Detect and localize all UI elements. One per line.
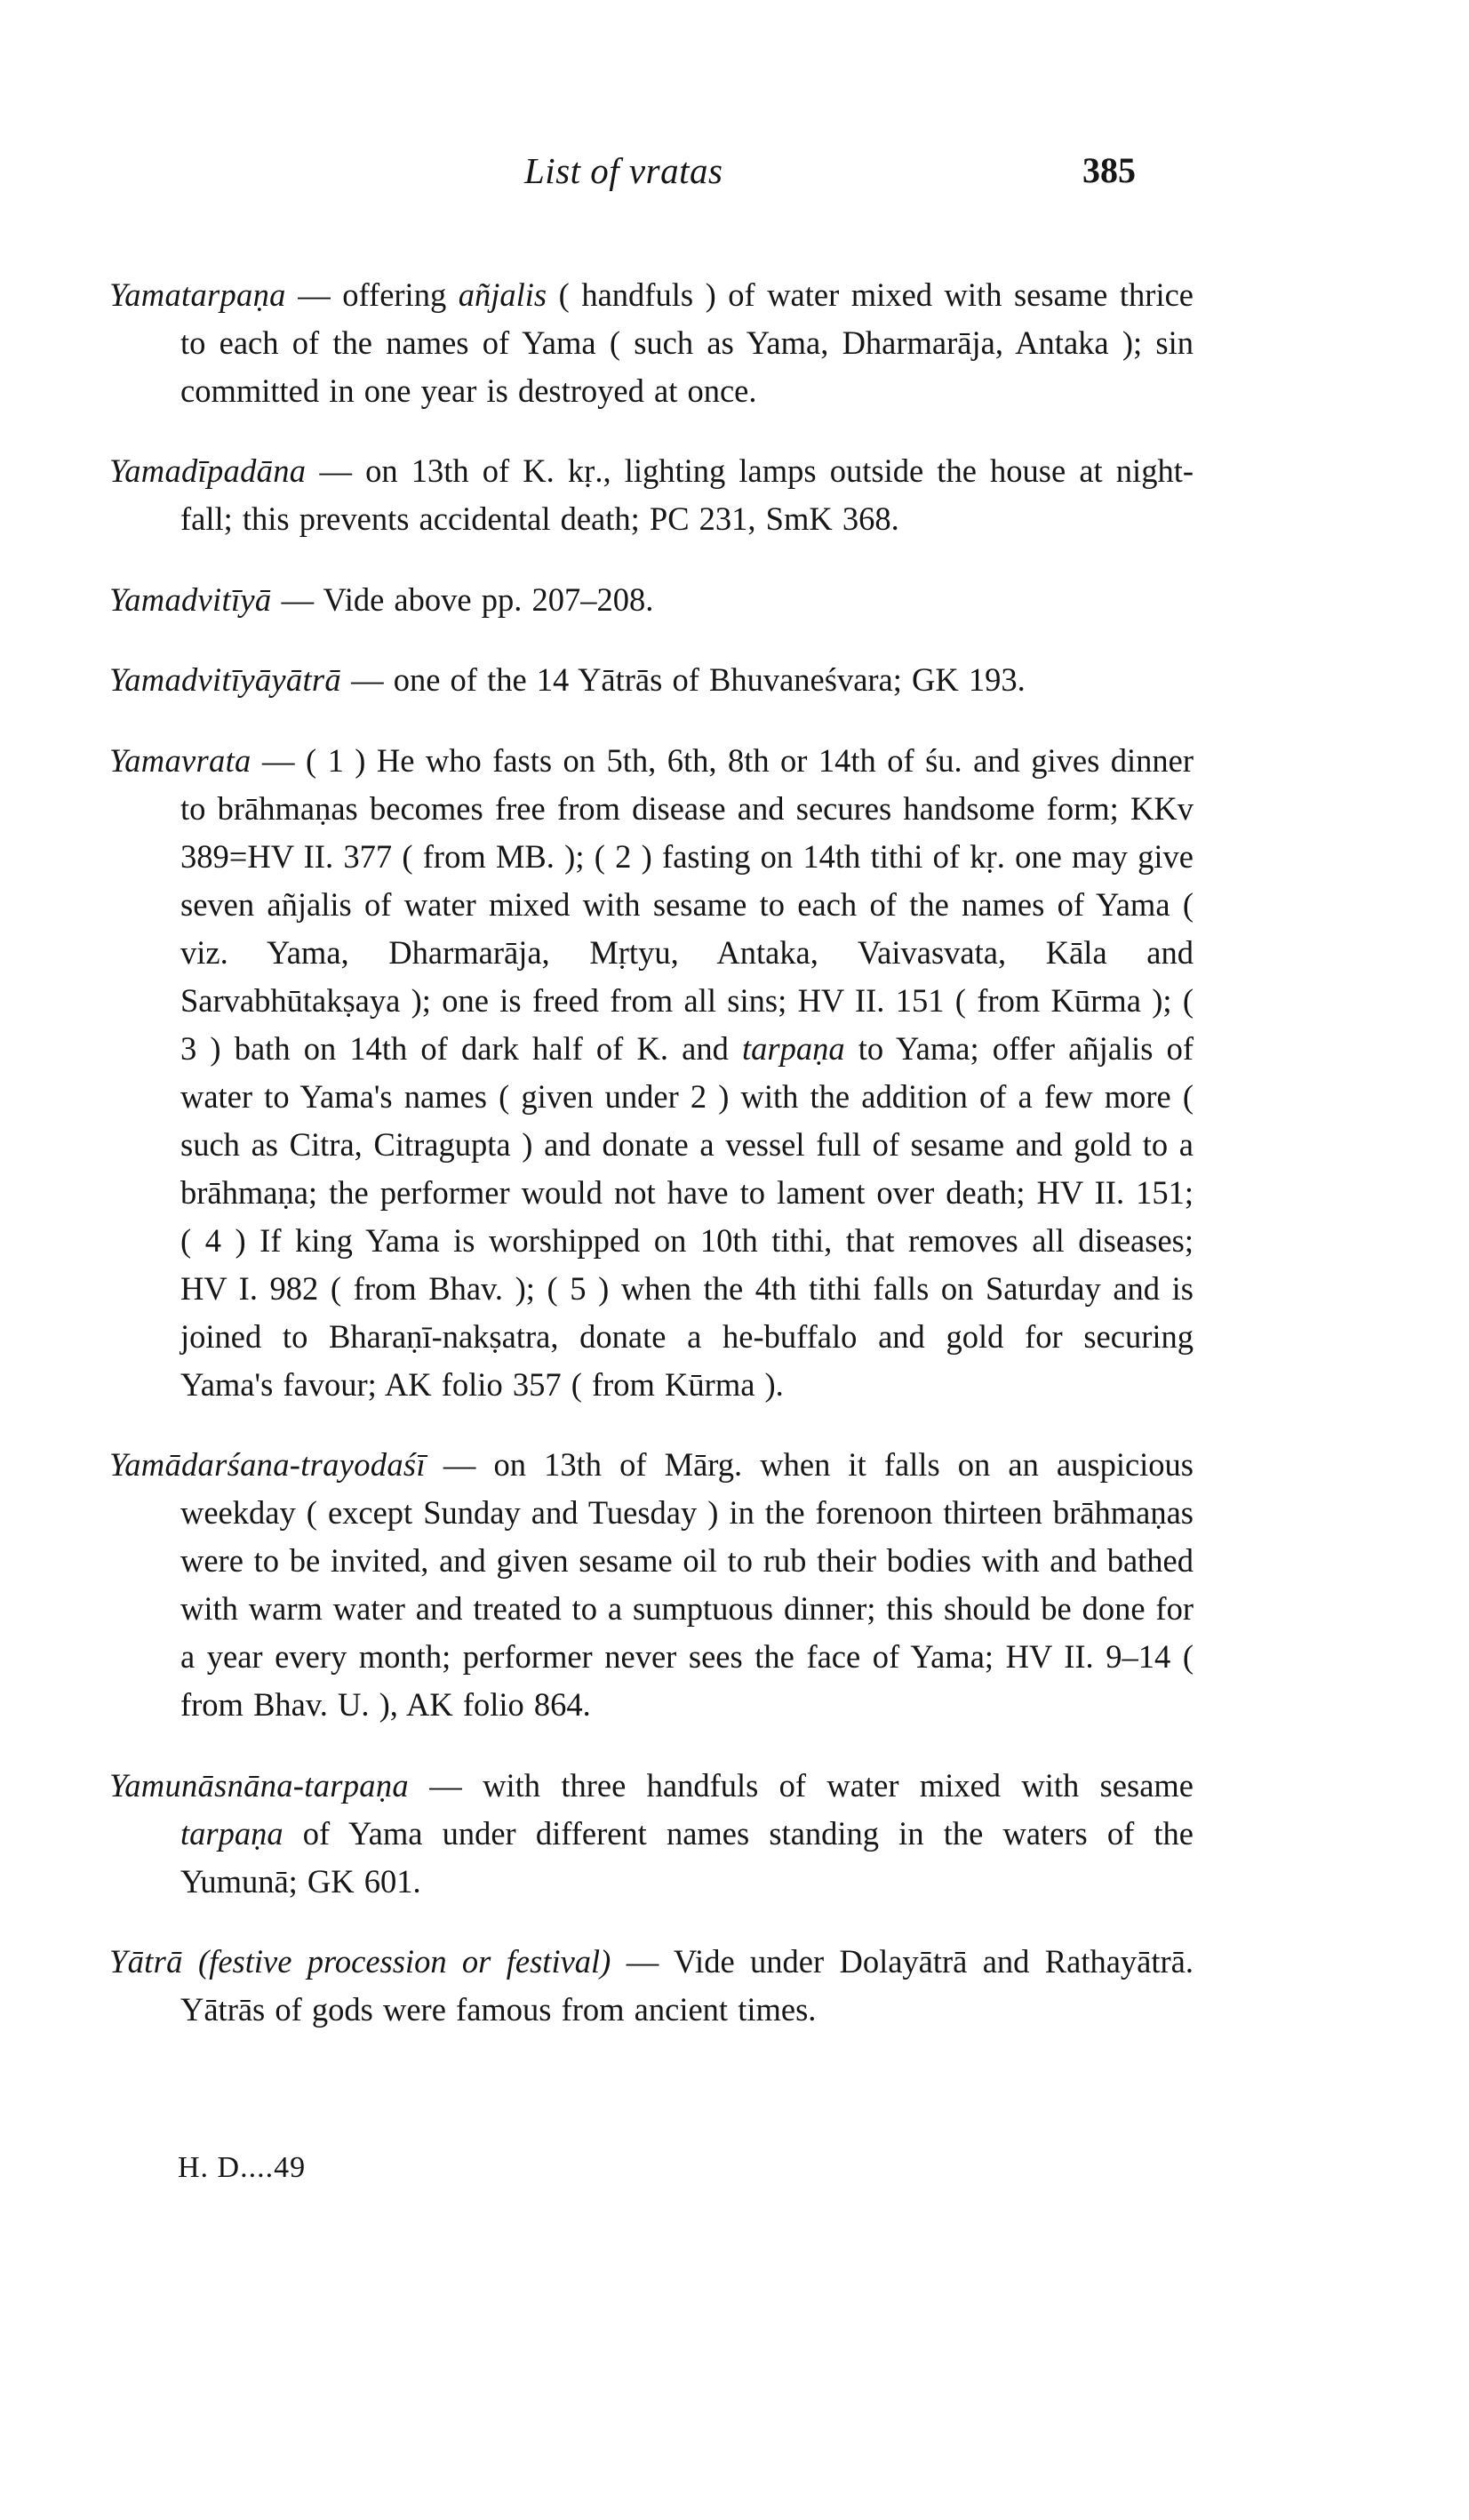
entry-headword: Yātrā — [109, 1943, 183, 1980]
entry-text: — Vide under Dolayātrā and Rathayātrā. Yātrās of gods were famous from ancient times. — [180, 1943, 1194, 2028]
entry-headword: Yamadvitīyāyātrā — [109, 661, 341, 698]
glossary-entry — [109, 447, 1194, 543]
running-title: List of vratas — [524, 150, 723, 191]
entry-dash: — — [271, 580, 323, 618]
entry-italic-term: añjalis — [458, 276, 547, 313]
glossary-entry — [109, 656, 1194, 704]
entry-text: offering — [342, 276, 459, 313]
entry-dash: — — [285, 276, 343, 313]
entry-text: on 13th of Mārg. when it falls on an auspicious weekday ( except Sunday and Tuesday ) in the forenoon thirteen brāhmaṇas were to be invited, and given sesame oil to rub their bodies with and bathed with warm water and treated to a sumptuous dinner; this should be done for a year every month; performer never sees the face of Yama; HV II. 9–14 ( from Bhav. U. ), AK folio 864. — [180, 1446, 1194, 1723]
glossary-entries — [109, 238, 1194, 2044]
entry-dash: — — [251, 741, 306, 779]
glossary-entry — [109, 1441, 1194, 1729]
page-number: 385 — [1082, 150, 1136, 190]
entry-text: ( 1 ) He who fasts on 5th, 6th, 8th or 14th of śu. and gives dinner to brāhmaṇas becomes free from disease and secures handsome form; KKv 389=HV II. 377 ( from MB. ); ( 2 ) fasting on 14th tithi of kṛ. one may give seven añjalis of water mixed with sesame to each of the names of Yama ( viz. Yama, Dharmarāja, Mṛtyu, Antaka, Vaivasvata, Kāla and Sarvabhūtakṣaya ); one is freed from all sins; HV II. 151 ( from Kūrma ); ( 3 ) bath on 14th of dark half of K. and — [180, 741, 1194, 1067]
glossary-entry — [109, 271, 1194, 415]
entry-text: Vide above pp. 207–208. — [323, 580, 654, 618]
footer-signature: H. D....49 — [178, 2151, 307, 2184]
entry-text: one of the 14 Yātrās of Bhuvaneśvara; GK 193. — [393, 661, 1026, 698]
entry-italic-term: tarpaṇa — [741, 1029, 845, 1067]
entry-headword: Yamavrata — [109, 741, 251, 779]
entry-dash: — — [306, 452, 366, 489]
entry-dash — [183, 1943, 198, 1980]
entry-text: of Yama under different names standing in the waters of the Yumunā; GK 601. — [180, 1814, 1194, 1900]
entry-italic-term: (festive procession or festival) — [198, 1943, 611, 1980]
glossary-entry — [109, 1938, 1194, 2034]
entry-headword: Yamādarśana-trayodaśī — [109, 1446, 426, 1483]
entry-headword: Yamadvitīyā — [109, 580, 272, 618]
glossary-entry — [109, 576, 1194, 624]
entry-text: to Yama; offer añjalis of water to Yama's names ( given under 2 ) with the addition of a few more ( such as Citra, Citragupta ) and donate a vessel full of sesame and gold to a brāhmaṇa; the performer would not have to lament over death; HV II. 151; ( 4 ) If king Yama is worshipped on 10th tithi, that removes all diseases; HV I. 982 ( from Bhav. ); ( 5 ) when the 4th tithi falls on Saturday and is joined to Bharaṇī-nakṣatra, donate a he-buffalo and gold for securing Yama's favour; AK folio 357 ( from Kūrma ). — [180, 1029, 1194, 1403]
entry-text: on 13th of K. kṛ., lighting lamps outside the house at night-fall; this prevents accidental death; PC 231, SmK 368. — [180, 452, 1194, 537]
glossary-entry — [109, 737, 1194, 1409]
entry-italic-term: tarpaṇa — [180, 1814, 283, 1852]
entry-headword: Yamunāsnāna-tarpaṇa — [109, 1766, 409, 1804]
entry-dash: — — [340, 661, 394, 698]
entry-headword: Yamatarpaṇa — [109, 276, 286, 313]
entry-text: with three handfuls of water mixed with sesame — [483, 1766, 1194, 1804]
page-header — [0, 149, 1469, 203]
entry-headword: Yamadīpadāna — [109, 452, 307, 489]
entry-dash: — — [408, 1766, 483, 1804]
entry-dash: — — [425, 1446, 494, 1483]
entry-text: ( handfuls ) of water mixed with sesame thrice to each of the names of Yama ( such as Yama, Dharmarāja, Antaka ); sin committed in one year is destroyed at once. — [180, 276, 1194, 409]
glossary-entry — [109, 1762, 1194, 1906]
